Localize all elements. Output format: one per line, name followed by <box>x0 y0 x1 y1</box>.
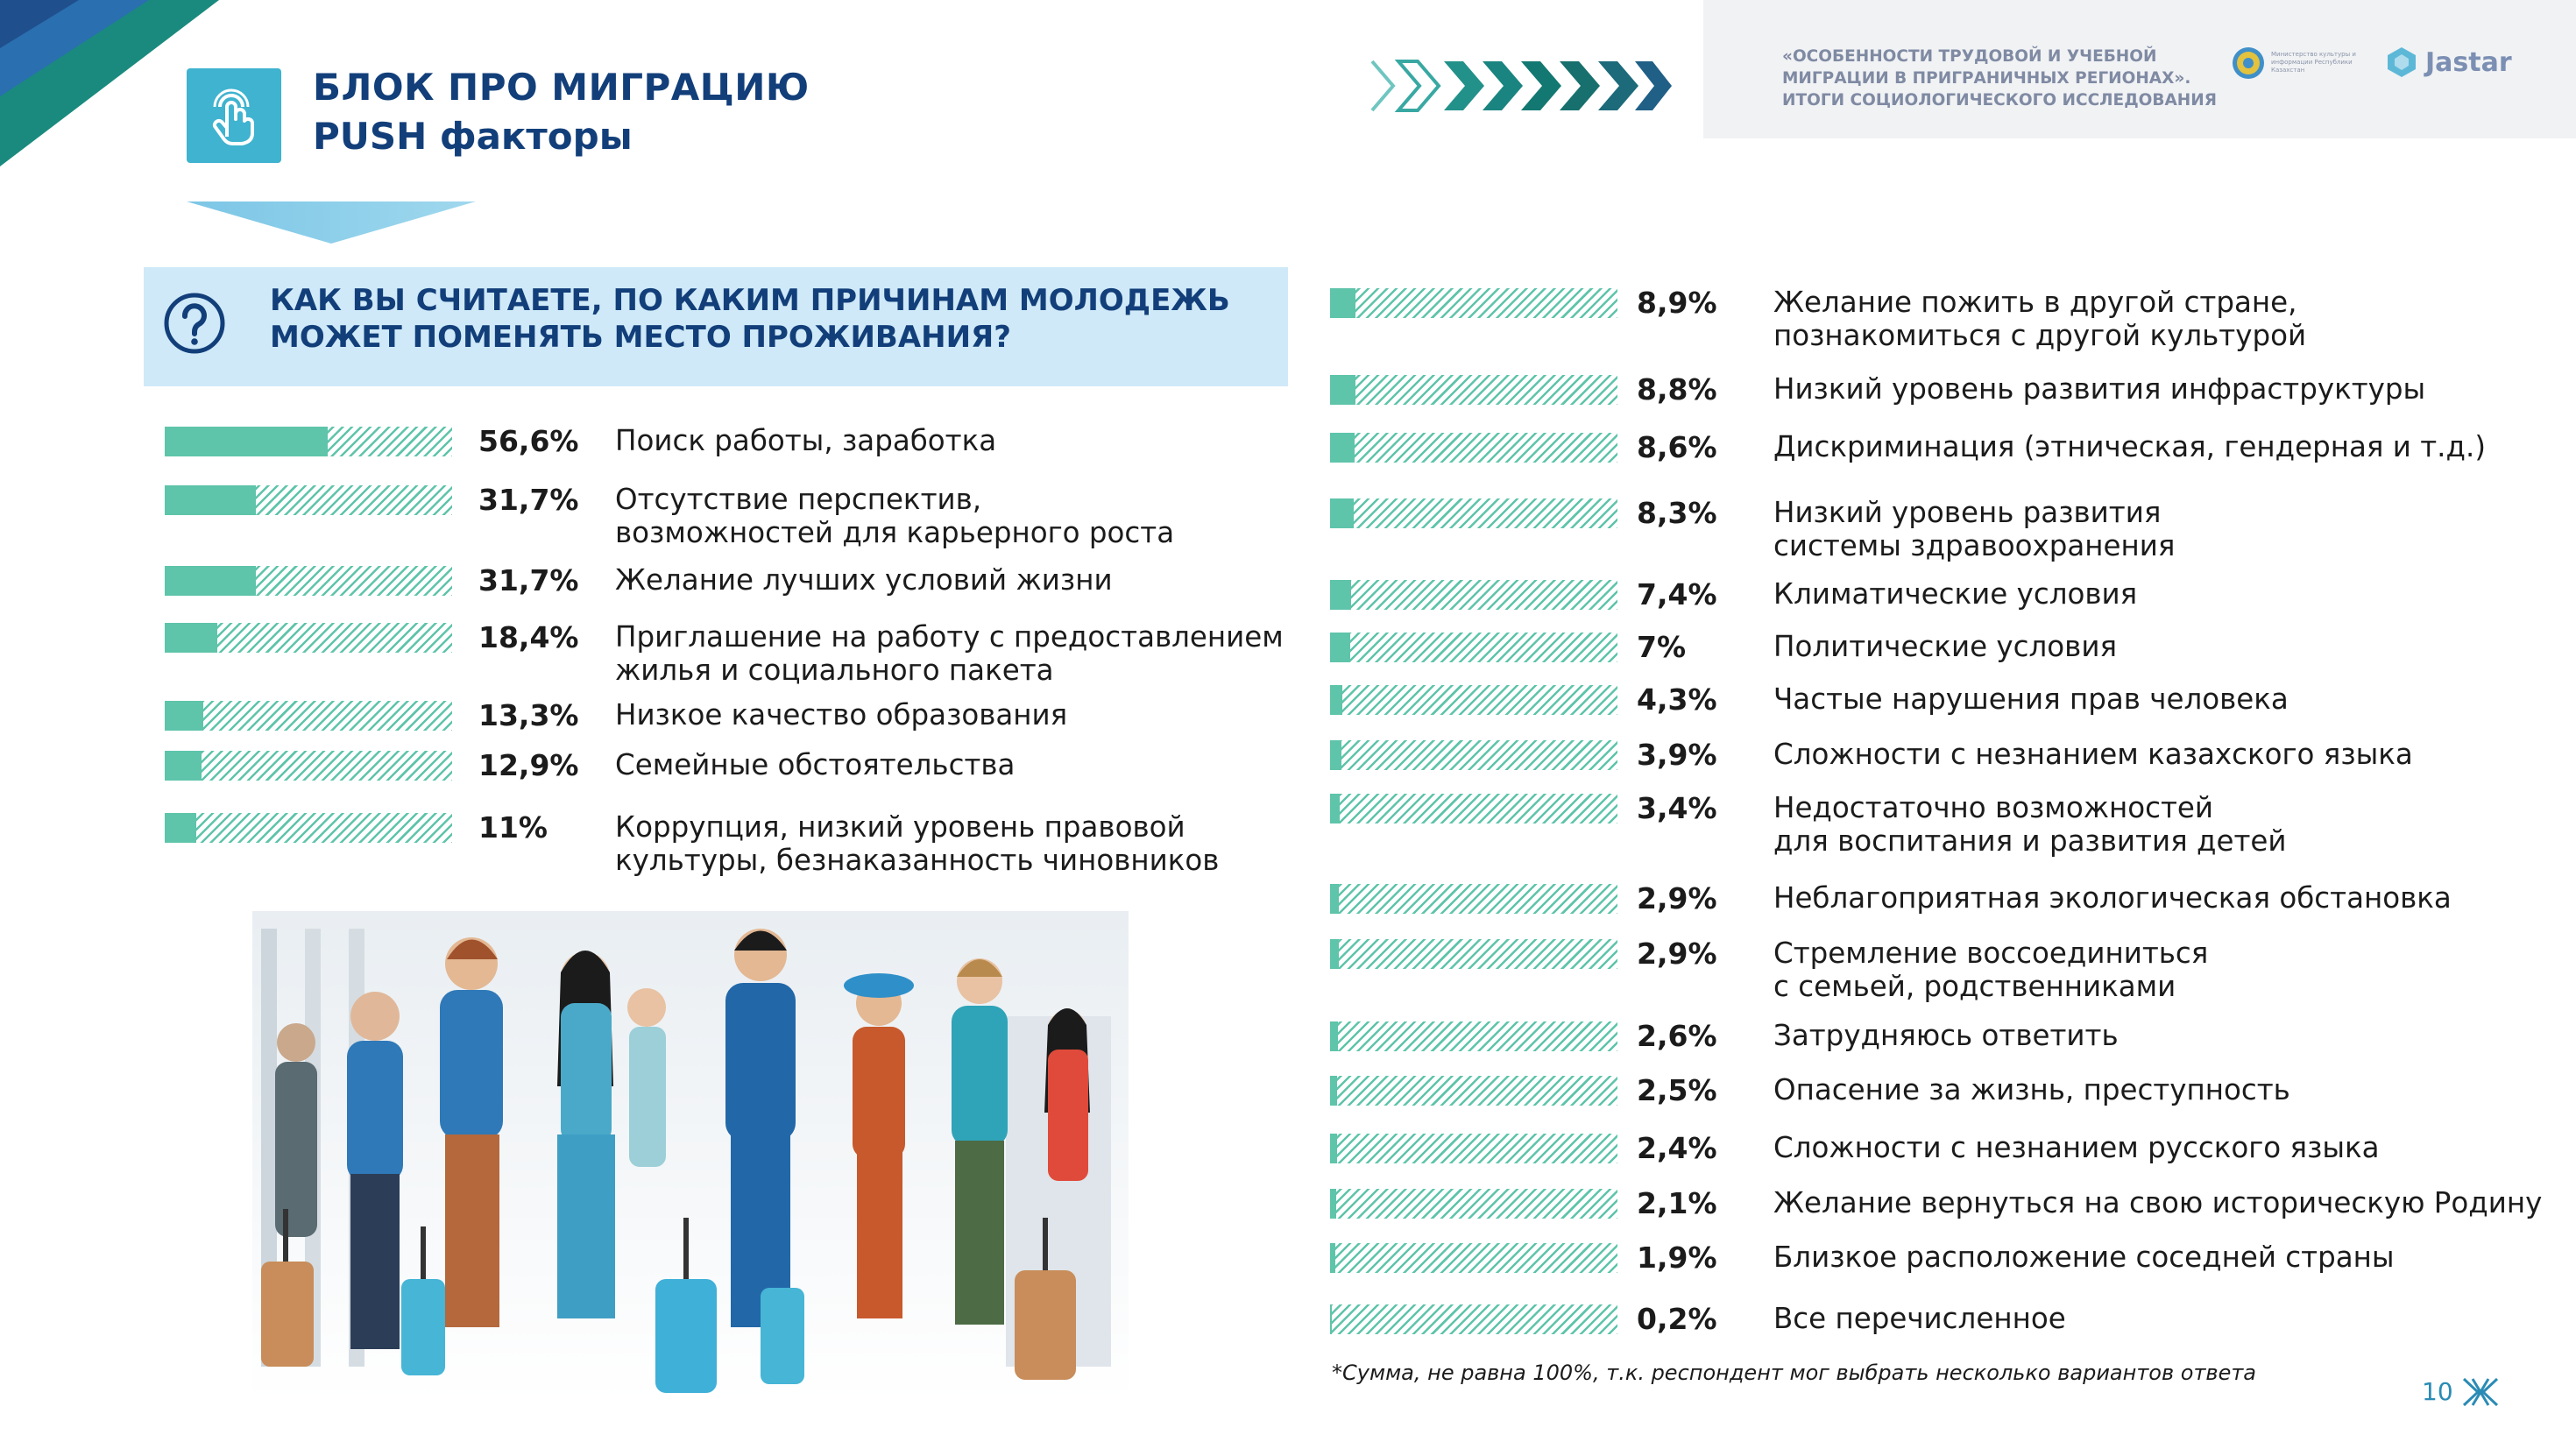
data-label: 7,4% <box>1637 577 1717 611</box>
bar <box>1330 288 1617 318</box>
bar-fill <box>165 623 217 653</box>
bar <box>1330 1243 1617 1273</box>
bar <box>1330 375 1617 405</box>
bar <box>1330 1076 1617 1106</box>
bar <box>1330 433 1617 463</box>
data-label: 3,9% <box>1637 738 1717 772</box>
category-label: Близкое расположение соседней страны <box>1773 1240 2395 1274</box>
data-label: 8,6% <box>1637 430 1717 464</box>
bar-fill <box>1330 740 1341 770</box>
bar-fill <box>1330 1243 1335 1273</box>
data-label: 13,3% <box>478 698 579 732</box>
data-label: 11% <box>478 810 548 845</box>
bar-fill <box>165 427 328 456</box>
bar <box>165 701 452 731</box>
data-label: 7% <box>1637 630 1687 664</box>
jastar-logo-text: Jastar <box>2425 46 2512 78</box>
bar-fill <box>165 485 256 515</box>
category-label: Дискриминация (этническая, гендерная и т.д.) <box>1773 430 2486 463</box>
bar <box>1330 1021 1617 1051</box>
bar-fill <box>1330 1076 1337 1106</box>
category-label: Желание вернуться на свою историческую Родину <box>1773 1186 2543 1219</box>
bar-fill <box>1330 633 1350 662</box>
data-label: 18,4% <box>478 620 579 654</box>
bar-fill <box>1330 884 1339 914</box>
data-label: 0,2% <box>1637 1302 1717 1336</box>
category-label: Сложности с незнанием русского языка <box>1773 1131 2380 1164</box>
category-label: Сложности с незнанием казахского языка <box>1773 738 2413 771</box>
data-label: 2,1% <box>1637 1186 1717 1220</box>
category-label: Желание лучших условий жизни <box>615 563 1113 597</box>
category-label: Семейные обстоятельства <box>615 748 1016 781</box>
bar <box>1330 740 1617 770</box>
bar <box>165 566 452 596</box>
data-label: 4,3% <box>1637 682 1717 717</box>
bar-fill <box>1330 1021 1338 1051</box>
touch-hand-icon <box>187 68 281 163</box>
category-label: Низкий уровень развития системы здравоохранения <box>1773 496 2176 562</box>
jastar-logo-icon <box>2385 46 2418 79</box>
bar <box>1330 1304 1617 1334</box>
bar <box>1330 580 1617 610</box>
category-label: Коррупция, низкий уровень правовой культуры, безнаказанность чиновников <box>615 810 1220 877</box>
data-label: 31,7% <box>478 563 579 597</box>
bar <box>165 751 452 781</box>
data-label: 2,5% <box>1637 1073 1717 1107</box>
bar <box>165 485 452 515</box>
bar-fill <box>1330 375 1355 405</box>
bar <box>1330 685 1617 715</box>
bar-fill <box>1330 580 1351 610</box>
travelers-illustration <box>235 911 1146 1410</box>
bar-fill <box>165 566 256 596</box>
category-label: Низкий уровень развития инфраструктуры <box>1773 372 2426 406</box>
category-label: Поиск работы, заработка <box>615 424 997 457</box>
category-label: Низкое качество образования <box>615 698 1068 732</box>
block-subtitle: PUSH факторы <box>313 115 633 158</box>
data-label: 31,7% <box>478 483 579 517</box>
bar <box>1330 498 1617 528</box>
jastar-logo <box>2385 46 2512 79</box>
bar <box>1330 884 1617 914</box>
bar <box>1330 1134 1617 1163</box>
bar <box>165 813 452 843</box>
chevron-arrows-icon <box>1367 58 1674 114</box>
ministry-text: Министерство культуры и информации Республики Казахстан <box>2271 51 2356 74</box>
question-text: КАК ВЫ СЧИТАЕТЕ, ПО КАКИМ ПРИЧИНАМ МОЛОДЕЖЬ МОЖЕТ ПОМЕНЯТЬ МЕСТО ПРОЖИВАНИЯ? <box>270 283 1230 355</box>
bar <box>165 623 452 653</box>
data-label: 56,6% <box>478 424 579 458</box>
bar-fill <box>1330 685 1342 715</box>
data-label: 2,9% <box>1637 937 1717 971</box>
data-label: 8,8% <box>1637 372 1717 406</box>
down-triangle-decoration <box>187 201 476 244</box>
bar <box>1330 1189 1617 1219</box>
category-label: Политические условия <box>1773 630 2117 663</box>
data-label: 1,9% <box>1637 1240 1717 1275</box>
data-label: 2,9% <box>1637 881 1717 915</box>
bar-fill <box>1330 288 1355 318</box>
footnote: *Сумма, не равна 100%, т.к. респондент мог выбрать несколько вариантов ответа <box>1332 1361 2257 1385</box>
bar-fill <box>165 813 196 843</box>
bar-fill <box>165 751 202 781</box>
bar-fill <box>1330 794 1340 823</box>
category-label: Опасение за жизнь, преступность <box>1773 1073 2290 1106</box>
data-label: 12,9% <box>478 748 579 782</box>
state-emblem-icon <box>2231 46 2266 81</box>
question-mark-icon <box>163 292 226 355</box>
bar <box>1330 939 1617 969</box>
category-label: Все перечисленное <box>1773 1302 2066 1335</box>
data-label: 3,4% <box>1637 791 1717 825</box>
data-label: 8,3% <box>1637 496 1717 530</box>
bar-fill <box>1330 939 1339 969</box>
bar-fill <box>1330 1304 1332 1334</box>
bar <box>1330 633 1617 662</box>
category-label: Частые нарушения прав человека <box>1773 682 2289 716</box>
bar-fill <box>1330 498 1354 528</box>
bar <box>165 427 452 456</box>
data-label: 8,9% <box>1637 286 1717 320</box>
category-label: Отсутствие перспектив, возможностей для карьерного роста <box>615 483 1175 549</box>
bar-fill <box>165 701 203 731</box>
study-title: «ОСОБЕННОСТИ ТРУДОВОЙ И УЧЕБНОЙ МИГРАЦИИ В ПРИГРАНИЧНЫХ РЕГИОНАХ». ИТОГИ СОЦИОЛОГИЧЕСКОГО ИССЛЕДОВАНИЯ <box>1782 47 2218 110</box>
category-label: Климатические условия <box>1773 577 2138 611</box>
bar-fill <box>1330 433 1355 463</box>
bar-fill <box>1330 1189 1336 1219</box>
bar-fill <box>1330 1134 1337 1163</box>
category-label: Неблагоприятная экологическая обстановка <box>1773 881 2452 915</box>
category-label: Приглашение на работу с предоставлением жилья и социального пакета <box>615 620 1284 687</box>
category-label: Желание пожить в другой стране, познакомиться с другой культурой <box>1773 286 2307 352</box>
category-label: Недостаточно возможностей для воспитания и развития детей <box>1773 791 2287 858</box>
data-label: 2,4% <box>1637 1131 1717 1165</box>
data-label: 2,6% <box>1637 1019 1717 1053</box>
category-label: Стремление воссоединиться с семьей, родственниками <box>1773 937 2209 1003</box>
bar <box>1330 794 1617 823</box>
ornament-icon <box>2460 1375 2501 1409</box>
category-label: Затрудняюсь ответить <box>1773 1019 2119 1052</box>
page-number: 10 <box>2422 1377 2453 1406</box>
block-title: БЛОК ПРО МИГРАЦИЮ <box>313 66 810 109</box>
